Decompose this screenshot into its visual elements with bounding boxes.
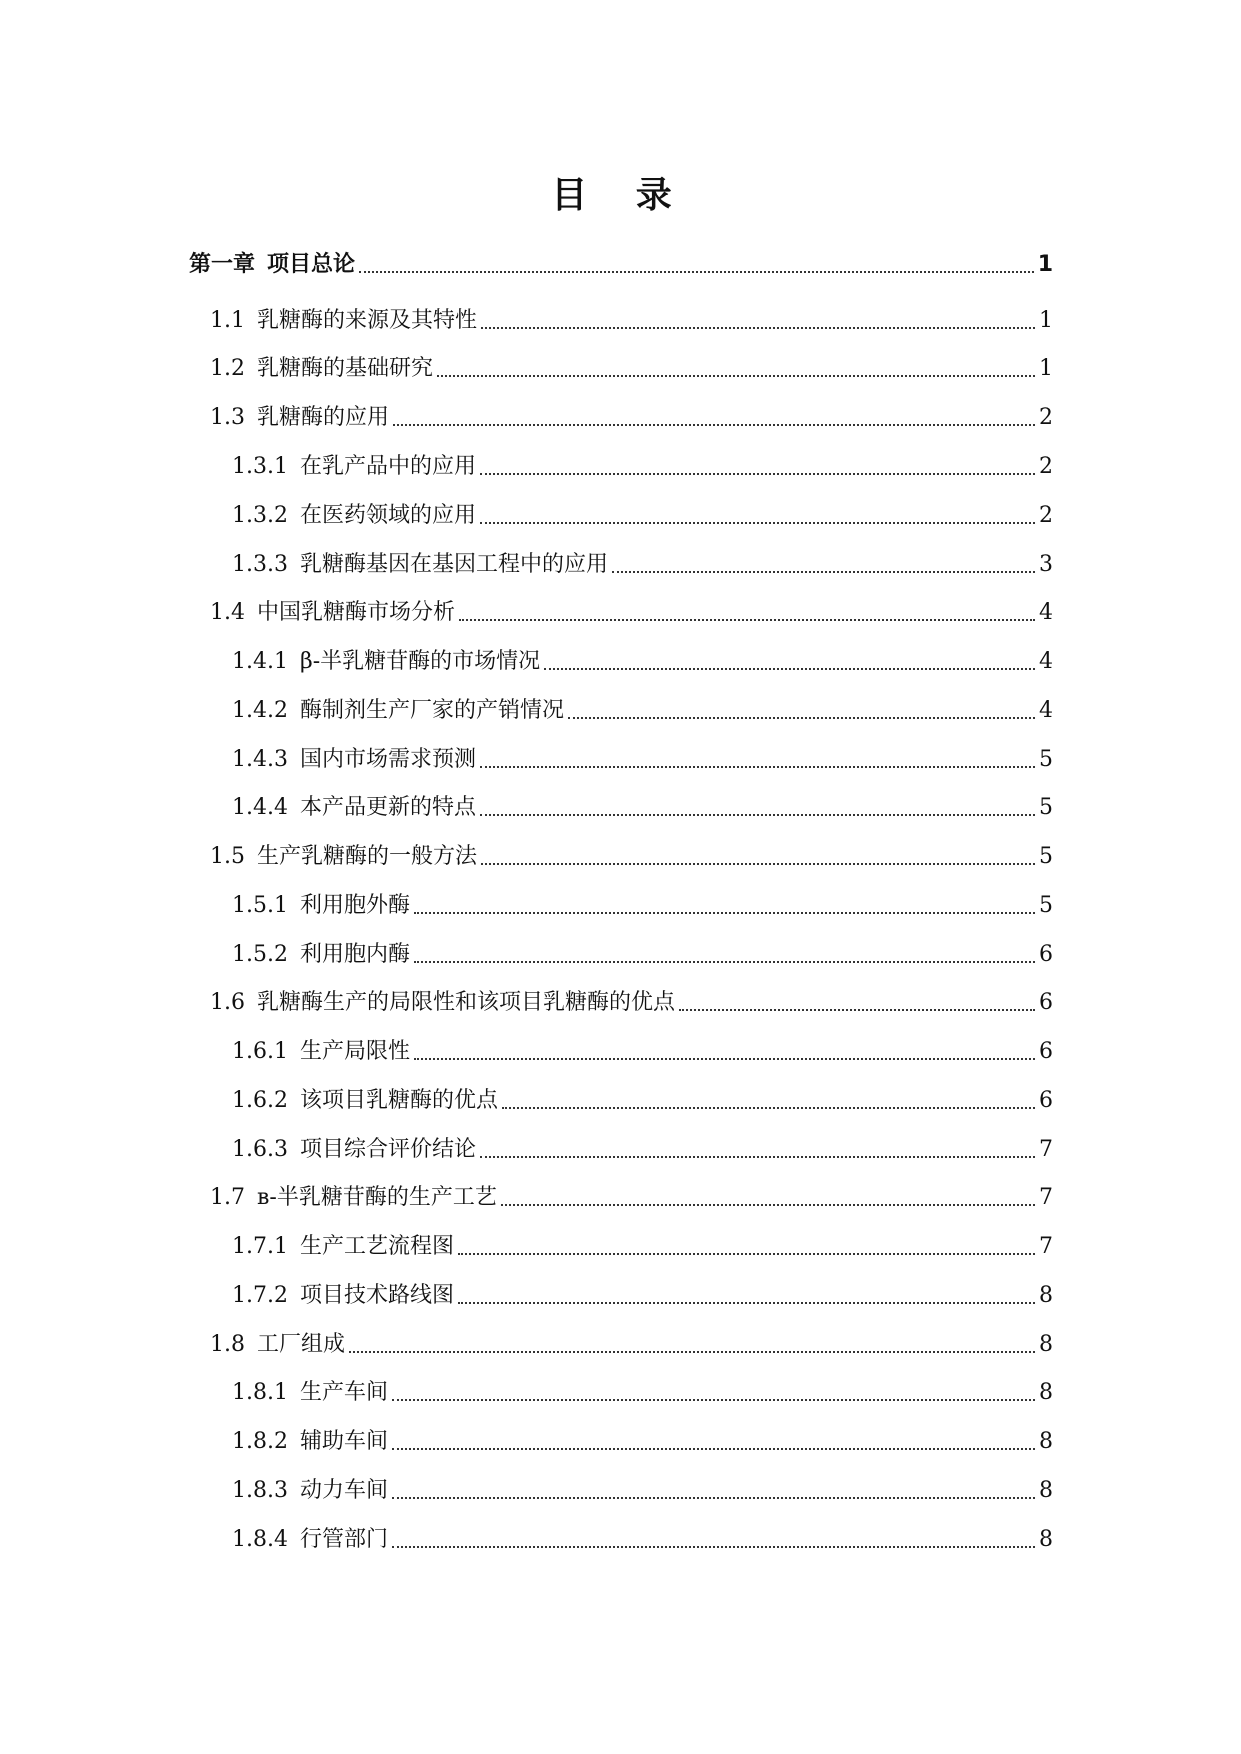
toc-entry-title: 酶制剂生产厂家的产销情况 bbox=[299, 698, 564, 723]
toc-entry-1-8[interactable] bbox=[210, 1322, 1053, 1360]
dot-leader bbox=[480, 814, 1035, 816]
toc-entry-title: 生产局限性 bbox=[299, 1039, 410, 1064]
toc-entry-title: 项目技术路线图 bbox=[299, 1283, 454, 1308]
dot-leader bbox=[480, 473, 1035, 475]
dot-leader bbox=[480, 1156, 1035, 1158]
toc-entry-number: 1.4.3 bbox=[232, 747, 288, 772]
toc-entry-1-8-1[interactable] bbox=[232, 1370, 1053, 1408]
toc-entry-1-3[interactable] bbox=[210, 395, 1053, 433]
toc-entry-number: 第一章 bbox=[189, 252, 256, 277]
toc-entry-1-6-3[interactable] bbox=[232, 1127, 1053, 1165]
toc-entry-1-4[interactable] bbox=[210, 590, 1053, 628]
toc-entry-number: 1.7.1 bbox=[232, 1234, 288, 1259]
dot-leader bbox=[349, 1351, 1035, 1353]
toc-entry-1-7-2[interactable] bbox=[232, 1273, 1053, 1311]
dot-leader bbox=[501, 1204, 1035, 1206]
toc-entry-page: 2 bbox=[1039, 503, 1053, 528]
dot-leader bbox=[414, 1058, 1035, 1060]
dot-leader bbox=[392, 1546, 1035, 1548]
toc-entry-number: 1.2 bbox=[210, 356, 245, 381]
toc-entry-title: 辅助车间 bbox=[299, 1429, 388, 1454]
toc-entry-title: 乳糖酶基因在基因工程中的应用 bbox=[299, 552, 608, 577]
toc-entry-number: 1.4.4 bbox=[232, 795, 288, 820]
toc-entry-1-4-4[interactable] bbox=[232, 785, 1053, 823]
toc-entry-page: 8 bbox=[1039, 1527, 1053, 1552]
toc-entry-page: 7 bbox=[1039, 1137, 1053, 1162]
toc-entry-page: 1 bbox=[1039, 356, 1053, 381]
toc-entry-number: 1.6.3 bbox=[232, 1137, 288, 1162]
toc-entry-title: 行管部门 bbox=[299, 1527, 388, 1552]
dot-leader bbox=[502, 1107, 1035, 1109]
dot-leader bbox=[437, 375, 1035, 377]
toc-entry-page: 8 bbox=[1039, 1380, 1053, 1405]
toc-entry-page: 7 bbox=[1039, 1185, 1053, 1210]
toc-entry-number: 1.5 bbox=[210, 844, 245, 869]
toc-entry-1-8-2[interactable] bbox=[232, 1419, 1053, 1457]
toc-entry-number: 1.3 bbox=[210, 405, 245, 430]
dot-leader bbox=[679, 1009, 1035, 1011]
dot-leader bbox=[458, 1302, 1035, 1304]
toc-entry-1-7[interactable] bbox=[210, 1175, 1053, 1213]
toc-entry-title: 中国乳糖酶市场分析 bbox=[257, 600, 456, 625]
toc-entry-1-5-1[interactable] bbox=[232, 883, 1053, 921]
toc-entry-title: 乳糖酶的应用 bbox=[257, 405, 390, 430]
toc-entry-title: 项目总论 bbox=[267, 252, 356, 277]
toc-entry-page: 1 bbox=[1037, 252, 1053, 277]
toc-entry-1-2[interactable] bbox=[210, 346, 1053, 384]
dot-leader bbox=[414, 961, 1035, 963]
toc-entry-number: 1.5.2 bbox=[232, 942, 288, 967]
dot-leader bbox=[392, 1399, 1035, 1401]
toc-entry-number: 1.6.2 bbox=[232, 1088, 288, 1113]
toc-entry-number: 1.8.2 bbox=[232, 1429, 288, 1454]
toc-entry-1-4-2[interactable] bbox=[232, 688, 1053, 726]
toc-entry-number: 1.4.1 bbox=[232, 649, 288, 674]
toc-entry-page: 8 bbox=[1039, 1478, 1053, 1503]
toc-entry-1-1[interactable] bbox=[210, 298, 1053, 336]
dot-leader bbox=[612, 571, 1035, 573]
dot-leader bbox=[481, 327, 1035, 329]
toc-entry-page: 6 bbox=[1039, 1088, 1053, 1113]
toc-entry-1-6-1[interactable] bbox=[232, 1029, 1053, 1067]
toc-entry-page: 7 bbox=[1039, 1234, 1053, 1259]
dot-leader bbox=[393, 424, 1035, 426]
toc-entry-1-5[interactable] bbox=[210, 834, 1053, 872]
toc-entry-title: 该项目乳糖酶的优点 bbox=[299, 1088, 498, 1113]
toc-entry-1-8-4[interactable] bbox=[232, 1517, 1053, 1555]
toc-entry-title: β-半乳糖苷酶的市场情况 bbox=[299, 649, 541, 674]
toc-entry-1-3-3[interactable] bbox=[232, 542, 1053, 580]
toc-entry-page: 6 bbox=[1039, 1039, 1053, 1064]
toc-entry-page: 3 bbox=[1039, 552, 1053, 577]
dot-leader bbox=[392, 1448, 1035, 1450]
toc-entry-title: 项目综合评价结论 bbox=[299, 1137, 476, 1162]
toc-entry-1-8-3[interactable] bbox=[232, 1468, 1053, 1506]
toc-entry-1-3-2[interactable] bbox=[232, 493, 1053, 531]
dot-leader bbox=[459, 619, 1035, 621]
toc-entry-page: 6 bbox=[1039, 942, 1053, 967]
toc-entry-number: 1.3.3 bbox=[232, 552, 288, 577]
toc-entry-title: 生产工艺流程图 bbox=[299, 1234, 454, 1259]
toc-entry-title: 生产乳糖酶的一般方法 bbox=[257, 844, 478, 869]
dot-leader bbox=[414, 912, 1035, 914]
toc-entry-number: 1.8.3 bbox=[232, 1478, 288, 1503]
toc-entry-page: 5 bbox=[1039, 844, 1053, 869]
toc-entry-number: 1.4 bbox=[210, 600, 245, 625]
toc-entry-title: 乳糖酶的基础研究 bbox=[257, 356, 434, 381]
dot-leader bbox=[568, 717, 1035, 719]
toc-entry-1-6-2[interactable] bbox=[232, 1078, 1053, 1116]
dot-leader bbox=[392, 1497, 1035, 1499]
toc-entry-title: 工厂组成 bbox=[257, 1332, 346, 1357]
dot-leader bbox=[481, 863, 1035, 865]
dot-leader bbox=[480, 766, 1035, 768]
toc-entry-title: в-半乳糖苷酶的生产工艺 bbox=[257, 1185, 497, 1210]
toc-entry-page: 6 bbox=[1039, 990, 1053, 1015]
dot-leader bbox=[544, 668, 1035, 670]
toc-entry-page: 1 bbox=[1039, 308, 1053, 333]
toc-entry-title: 在乳产品中的应用 bbox=[299, 454, 476, 479]
dot-leader bbox=[359, 271, 1034, 273]
toc-entry-number: 1.7.2 bbox=[232, 1283, 288, 1308]
toc-entry-number: 1.8.1 bbox=[232, 1380, 288, 1405]
toc-entry-title: 生产车间 bbox=[299, 1380, 388, 1405]
toc-entry-1-6[interactable] bbox=[210, 980, 1053, 1018]
toc-entry-1-4-3[interactable] bbox=[232, 737, 1053, 775]
toc-entry-1-5-2[interactable] bbox=[232, 932, 1053, 970]
toc-entry-number: 1.5.1 bbox=[232, 893, 288, 918]
toc-entry-title: 动力车间 bbox=[299, 1478, 388, 1503]
toc-entry-number: 1.8 bbox=[210, 1332, 245, 1357]
toc-entry-title: 在医药领域的应用 bbox=[299, 503, 476, 528]
toc-entry-number: 1.7 bbox=[210, 1185, 245, 1210]
toc-entry-page: 2 bbox=[1039, 405, 1053, 430]
toc-entry-page: 8 bbox=[1039, 1283, 1053, 1308]
toc-entry-page: 5 bbox=[1039, 747, 1053, 772]
toc-entry-number: 1.8.4 bbox=[232, 1527, 288, 1552]
toc-entry-1-4-1[interactable] bbox=[232, 639, 1053, 677]
toc-entry-number: 1.6 bbox=[210, 990, 245, 1015]
toc-entry-number: 1.3.2 bbox=[232, 503, 288, 528]
toc-entry-number: 1.6.1 bbox=[232, 1039, 288, 1064]
toc-entry-page: 4 bbox=[1039, 649, 1053, 674]
toc-entry-title: 乳糖酶的来源及其特性 bbox=[257, 308, 478, 333]
toc-entry-number: 1.4.2 bbox=[232, 698, 288, 723]
toc-entry-title: 乳糖酶生产的局限性和该项目乳糖酶的优点 bbox=[257, 990, 676, 1015]
page-title: 目 录 bbox=[551, 175, 690, 216]
toc-entry-1-7-1[interactable] bbox=[232, 1224, 1053, 1262]
toc-entry-page: 8 bbox=[1039, 1429, 1053, 1454]
toc-entry-title: 利用胞内酶 bbox=[299, 942, 410, 967]
toc-entry-page: 5 bbox=[1039, 893, 1053, 918]
toc-entry-page: 8 bbox=[1039, 1332, 1053, 1357]
toc-entry-chapter-1[interactable] bbox=[189, 242, 1053, 280]
toc-entry-number: 1.1 bbox=[210, 308, 245, 333]
toc-entry-number: 1.3.1 bbox=[232, 454, 288, 479]
dot-leader bbox=[480, 522, 1035, 524]
toc-entry-title: 国内市场需求预测 bbox=[299, 747, 476, 772]
toc-entry-page: 5 bbox=[1039, 795, 1053, 820]
toc-entry-title: 利用胞外酶 bbox=[299, 893, 410, 918]
toc-entry-page: 4 bbox=[1039, 698, 1053, 723]
dot-leader bbox=[458, 1253, 1035, 1255]
toc-entry-1-3-1[interactable] bbox=[232, 444, 1053, 482]
toc-entry-title: 本产品更新的特点 bbox=[299, 795, 476, 820]
toc-entry-page: 4 bbox=[1039, 600, 1053, 625]
toc-entry-page: 2 bbox=[1039, 454, 1053, 479]
